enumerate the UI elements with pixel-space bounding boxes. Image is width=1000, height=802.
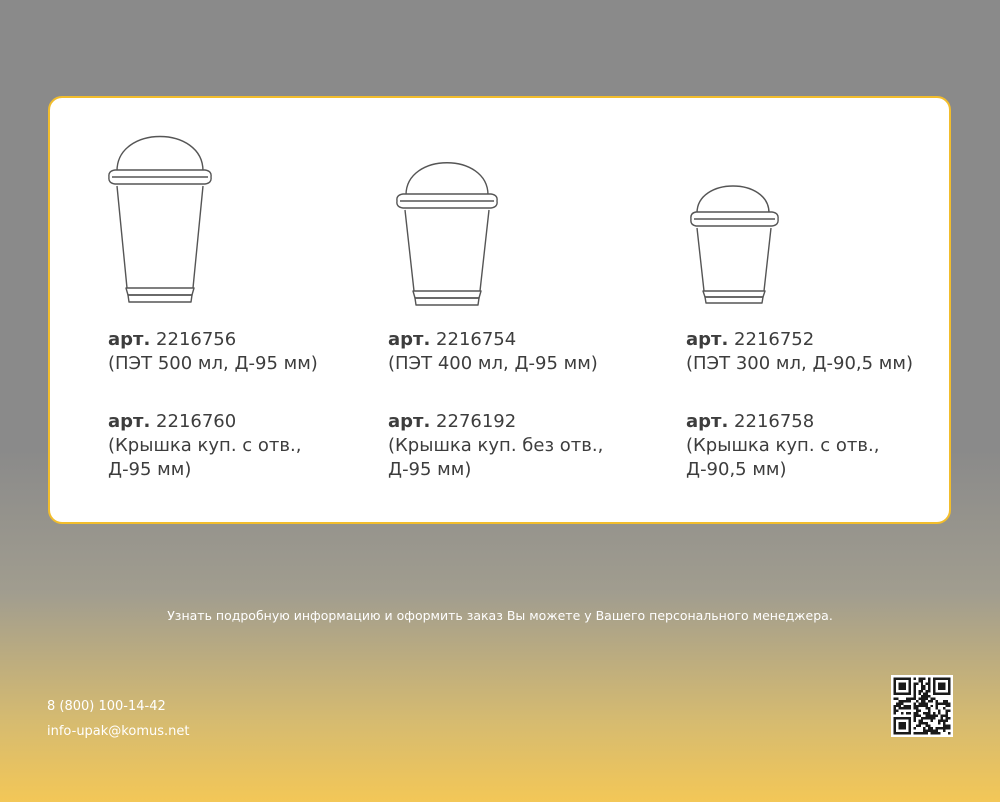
lid-description: Д-95 мм) [388, 459, 472, 480]
lid-description: (Крышка куп. без отв., [388, 435, 604, 456]
product-description: (ПЭТ 300 мл, Д-90,5 мм) [686, 353, 913, 374]
art-label: арт. [108, 329, 151, 350]
lid-description: (Крышка куп. с отв., [686, 435, 880, 456]
qr-code-icon[interactable] [891, 675, 953, 737]
art-number: 2216756 [156, 329, 237, 350]
cup-with-dome-lid-icon [394, 155, 504, 310]
product-500ml [50, 98, 350, 522]
art-label: арт. [686, 411, 729, 432]
email-link[interactable]: info-upak@komus.net [47, 724, 190, 739]
product-description: (ПЭТ 500 мл, Д-95 мм) [108, 353, 318, 374]
product-400ml [330, 98, 630, 522]
lid-description: Д-95 мм) [108, 459, 192, 480]
product-300ml [628, 98, 928, 522]
art-label: арт. [388, 411, 431, 432]
art-label: арт. [686, 329, 729, 350]
product-description: (ПЭТ 400 мл, Д-95 мм) [388, 353, 598, 374]
phone-link[interactable]: 8 (800) 100-14-42 [47, 699, 166, 714]
lid-description: Д-90,5 мм) [686, 459, 787, 480]
cup-with-dome-lid-icon [106, 128, 216, 313]
art-label: арт. [108, 411, 151, 432]
art-number: 2276192 [436, 411, 517, 432]
art-number: 2216760 [156, 411, 237, 432]
cup-with-dome-lid-icon [689, 180, 785, 310]
manager-note: Узнать подробную информацию и оформить заказ Вы можете у Вашего персонального менеджера. [167, 608, 833, 623]
art-number: 2216754 [436, 329, 517, 350]
art-number: 2216752 [734, 329, 815, 350]
product-card [48, 96, 951, 524]
art-label: арт. [388, 329, 431, 350]
lid-description: (Крышка куп. с отв., [108, 435, 302, 456]
art-number: 2216758 [734, 411, 815, 432]
